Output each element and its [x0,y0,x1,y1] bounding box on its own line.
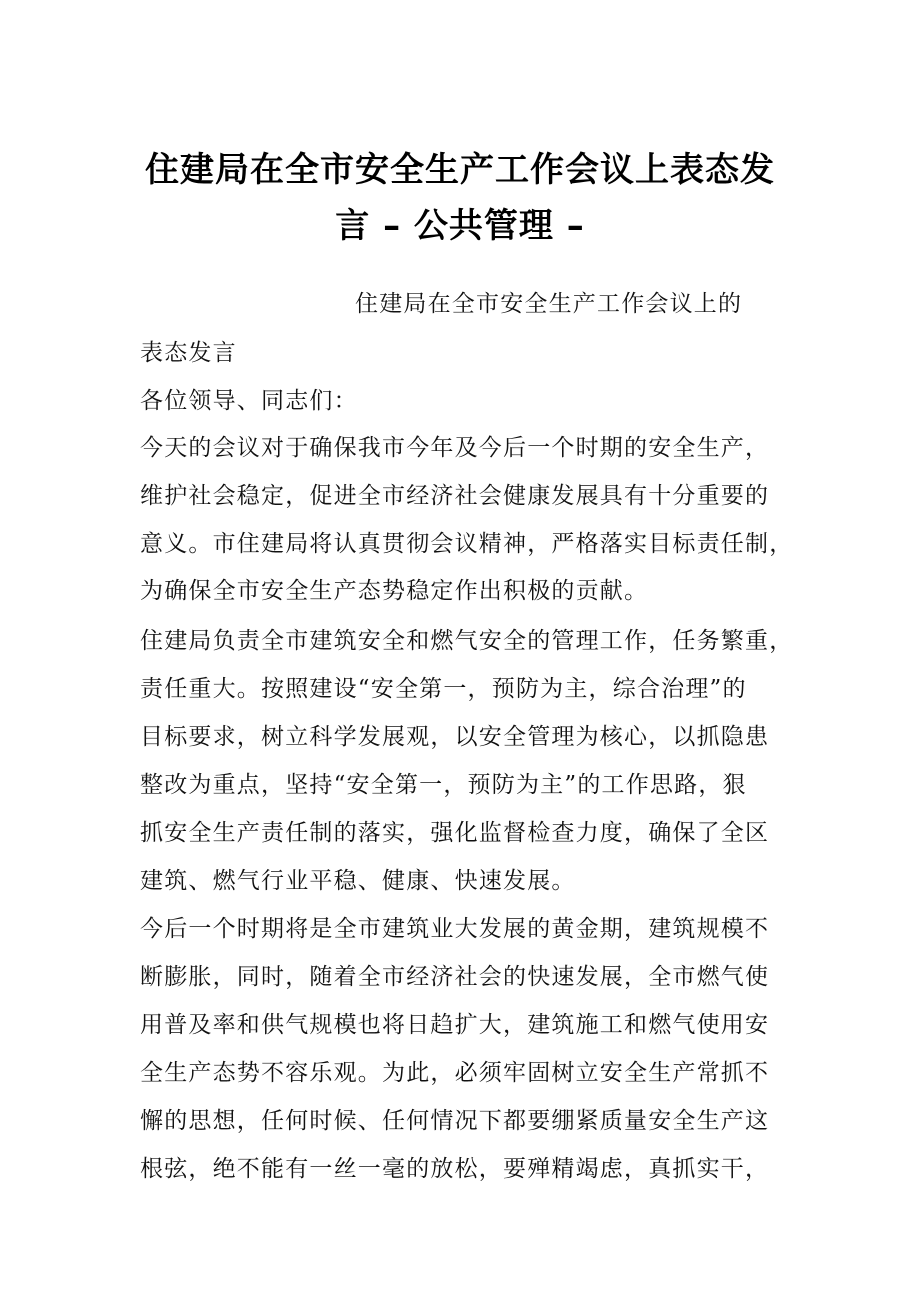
body-line: 懈的思想，任何时候、任何情况下都要绷紧质量安全生产这 [140,1108,770,1134]
subtitle-line-1: 住建局在全市安全生产工作会议上的 [355,291,743,317]
body-line: 断膨胀，同时，随着全市经济社会的快速发展，全市燃气使 [140,964,770,990]
body-line: 目标要求，树立科学发展观，以安全管理为核心，以抓隐患 [140,724,770,750]
body-line: 今后一个时期将是全市建筑业大发展的黄金期，建筑规模不 [140,916,770,942]
body-line: 根弦，绝不能有一丝一毫的放松，要殚精竭虑，真抓实干， [140,1156,770,1182]
body-line: 建筑、燃气行业平稳、健康、快速发展。 [140,868,576,894]
document-title-line-2: 言 – 公共管理 – [335,206,585,246]
body-line: 为确保全市安全生产态势稳定作出积极的贡献。 [140,578,649,604]
body-line: 维护社会稳定，促进全市经济社会健康发展具有十分重要的 [140,483,770,509]
body-line: 全生产态势不容乐观。为此，必须牢固树立安全生产常抓不 [140,1060,770,1086]
body-line: 住建局负责全市建筑安全和燃气安全的管理工作，任务繁重， [140,628,794,654]
body-line: 意义。市住建局将认真贯彻会议精神，严格落实目标责任制， [140,531,794,557]
body-line: 整改为重点，坚持“安全第一，预防为主”的工作思路，狠 [140,772,747,798]
subtitle-line-2: 表态发言 [140,340,237,366]
body-line: 用普及率和供气规模也将日趋扩大，建筑施工和燃气使用安 [140,1012,770,1038]
salutation: 各位领导、同志们： [140,388,358,414]
document-title-line-1: 住建局在全市安全生产工作会议上表态发 [145,150,775,190]
body-line: 责任重大。按照建设“安全第一，预防为主，综合治理”的 [140,676,747,702]
body-line: 抓安全生产责任制的落实，强化监督检查力度，确保了全区 [140,820,770,846]
body-line: 今天的会议对于确保我市今年及今后一个时期的安全生产， [140,435,770,461]
